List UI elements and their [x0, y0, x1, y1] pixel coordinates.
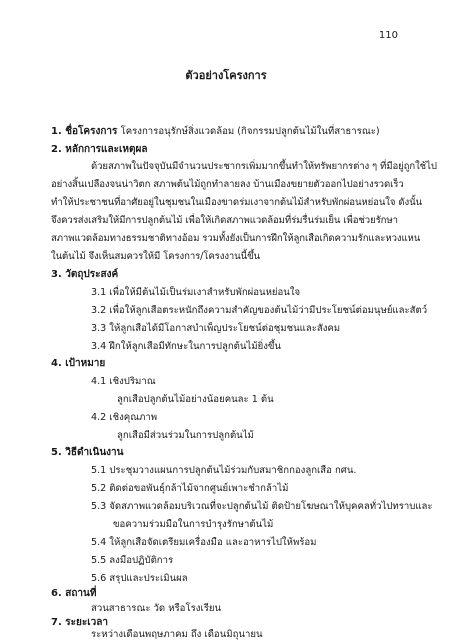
section-2-line: สภาพแวดล้อมทางธรรมชาติทางอ้อม รวมทั้งยังเป็นการฝึกให้ลูกเสือเกิดความรักและหวงแหน [51, 233, 421, 244]
objective-item: 3.2 เพื่อให้ลูกเสือตระหนักถึงความสำคัญของต้นไม้ว่ามีประโยชน์ต่อมนุษย์และสัตว์ [91, 305, 428, 316]
method-item: 5.1 ประชุมวางแผนการปลูกต้นไม้ร่วมกับสมาชิกกองลูกเสือ กศน. [91, 465, 357, 476]
section-2-line: ในต้นไม้ จึงเห็นสมควรให้มี โครงการ/โครงงานนี้ขึ้น [51, 251, 261, 262]
objective-item: 3.4 ฝึกให้ลูกเสือมีทักษะในการปลูกต้นไม้ยิ่งขึ้น [91, 341, 281, 352]
method-item: 5.2 ติดต่อขอพันธุ์กล้าไม้จากศูนย์เพาะชำกล้าไม้ [91, 483, 289, 494]
target-quality-label: 4.2 เชิงคุณภาพ [91, 412, 158, 423]
section-2-line: อย่างสิ้นเปลืองจนน่าวิตก สภาพต้นไม้ถูกทำลายลง บ้านเมืองขยายตัวออกไปอย่างรวดเร็ว [51, 179, 404, 190]
section-1-heading: 1. ชื่อโครงการ [51, 126, 118, 137]
target-quantity-text: ลูกเสือปลูกต้นไม้อย่างน้อยคนละ 1 ต้น [117, 394, 274, 405]
target-quantity-label: 4.1 เชิงปริมาณ [91, 376, 156, 387]
method-item: 5.4 ให้ลูกเสือจัดเตรียมเครื่องมือ และอาหารไปให้พร้อม [91, 537, 317, 548]
location-text: สวนสาธารณะ วัด หรือโรงเรียน [91, 603, 222, 614]
method-item: 5.3 จัดสภาพแวดล้อมบริเวณที่จะปลูกต้นไม้ ติดป้ายโฆษณาให้บุคคลทั่วไปทราบและ [91, 501, 433, 512]
section-6-heading: 6. สถานที่ [51, 588, 97, 599]
method-item: 5.5 ลงมือปฏิบัติการ [91, 555, 174, 566]
page-title: ตัวอย่างโครงการ [185, 69, 267, 82]
section-1 [51, 127, 380, 137]
section-3-heading: 3. วัตถุประสงค์ [51, 269, 119, 280]
duration-text: ระหว่างเดือนพฤษภาคม ถึง เดือนมิถุนายน [91, 629, 263, 640]
objective-item: 3.1 เพื่อให้มีต้นไม้เป็นร่มเงาสำหรับพักผ่อนหย่อนใจ [91, 287, 301, 298]
section-2-heading: 2. หลักการและเหตุผล [51, 144, 148, 155]
section-7-heading: 7. ระยะเวลา [51, 617, 108, 628]
section-5-heading: 5. วิธีดำเนินงาน [51, 447, 124, 458]
method-item: 5.6 สรุปและประเมินผล [91, 573, 188, 584]
method-item-continuation: ขอความร่วมมือในการบำรุงรักษาต้นไม้ [113, 519, 274, 530]
section-1-text: โครงการอนุรักษ์สิ่งแวดล้อม (กิจกรรมปลูกต้นไม้ในที่สาธารณะ) [120, 126, 380, 137]
page-number: 110 [378, 30, 398, 41]
section-2-line: จึงควรส่งเสริมให้มีการปลูกต้นไม้ เพื่อให้เกิดสภาพแวดล้อมที่ร่มรื่นร่มเย็น เพื่อช่วยรักษา [51, 215, 398, 226]
section-2-line: ด้วยสภาพในปัจจุบันมีจำนวนประชากรเพิ่มมากขึ้นทำให้ทรัพยากรต่าง ๆ ที่มีอยู่ถูกใช้ไป [91, 161, 437, 172]
section-4-heading: 4. เป้าหมาย [51, 358, 106, 369]
target-quality-text: ลูกเสือมีส่วนร่วมในการปลูกต้นไม้ [117, 430, 254, 441]
objective-item: 3.3 ให้ลูกเสือได้มีโอกาสบำเพ็ญประโยชน์ต่อชุมชนและสังคม [91, 323, 341, 334]
section-2-line: ทำให้ประชาชนที่อาศัยอยู่ในชุมชนในเมืองขาดร่มเงาจากต้นไม้สำหรับพักผ่อนหย่อนใจ ดังนั้น [51, 197, 422, 208]
